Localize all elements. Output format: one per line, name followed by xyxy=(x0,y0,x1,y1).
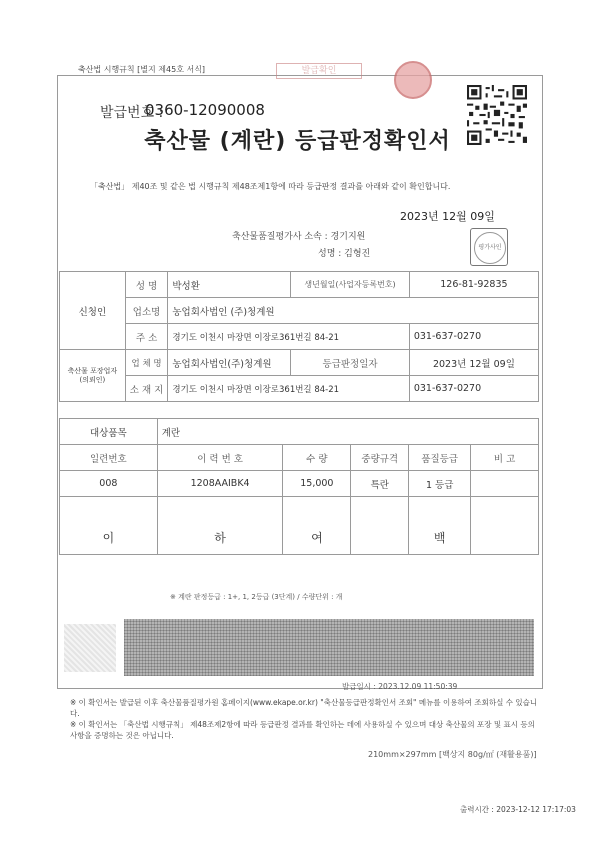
form-reference: 축산법 시행규칙 [별지 제45호 서식] xyxy=(78,65,206,74)
item-label: 대상품목 xyxy=(60,419,158,445)
paper-size-info: 210mm×297mm [백상지 80g/㎡ (재활용품)] xyxy=(368,750,537,759)
table-row xyxy=(60,471,539,497)
grader-seal-icon xyxy=(470,228,508,266)
blank-mark-2: 하 xyxy=(157,497,283,555)
row-weight-spec: 특란 xyxy=(351,471,409,497)
doc-number-label: 발급번호 : xyxy=(100,105,164,121)
foot-note-2: ※ 이 확인서는 「축산법 시행규칙」 제48조제2항에 따라 등급판정 결과를 확인하는 데에 사용하실 수 있으며 대상 축산물의 포장 및 표시 등의 사항을 증명하는 것은 아닙니다. xyxy=(70,720,535,740)
applicant-company: 농업회사법인 (주)청계원 xyxy=(168,298,539,324)
row-trace-no: 1208AAIBK4 xyxy=(157,471,283,497)
blank-mark-1: 이 xyxy=(60,497,158,555)
regno-value: 126-81-92835 xyxy=(409,272,538,298)
row-serial: 008 xyxy=(60,471,158,497)
regno-label: 생년월일(사업자등록번호) xyxy=(291,272,410,298)
company-label: 업소명 xyxy=(125,298,168,324)
packer-company-label: 업 체 명 xyxy=(125,350,168,376)
redacted-barcode xyxy=(124,619,534,676)
redacted-mark xyxy=(64,624,116,672)
issue-stamp: 발급확인 xyxy=(276,63,362,79)
grader-seal-text: 평가사인 xyxy=(474,232,506,264)
col-weight-spec: 중량규격 xyxy=(351,445,409,471)
row-quantity: 15,000 xyxy=(283,471,351,497)
issue-date: 2023년 12월 09일 xyxy=(400,210,495,223)
issuer-name: 성명 : 김형진 xyxy=(318,249,371,259)
grading-date-label: 등급판정일자 xyxy=(291,350,410,376)
foot-notes xyxy=(70,697,540,741)
col-trace-no: 이 력 번 호 xyxy=(157,445,283,471)
issuer-affiliation: 축산물품질평가사 소속 : 경기지원 xyxy=(232,232,366,242)
applicant-section: 신청인 xyxy=(60,272,126,350)
intro-text: 「축산법」 제40조 및 같은 법 시행규칙 제48조제1항에 따라 등급판정 결과를 아래와 같이 확인합니다. xyxy=(90,182,451,191)
packer-phone: 031-637-0270 xyxy=(409,376,538,402)
applicant-name: 박성환 xyxy=(168,272,291,298)
name-label: 성 명 xyxy=(125,272,168,298)
packer-company: 농업회사법인(주)청계원 xyxy=(168,350,291,376)
item-value: 계란 xyxy=(157,419,538,445)
address-label: 주 소 xyxy=(125,324,168,350)
item-table xyxy=(59,418,539,555)
packer-section: 축산물 포장업자 (의뢰인) xyxy=(60,350,126,402)
row-grade: 1 등급 xyxy=(409,471,471,497)
row-remarks xyxy=(471,471,539,497)
col-quantity: 수 량 xyxy=(283,445,351,471)
col-remarks: 비 고 xyxy=(471,445,539,471)
print-time: 출력시간 : 2023-12-12 17:17:03 xyxy=(460,805,576,814)
applicant-table xyxy=(59,271,539,402)
official-seal-icon xyxy=(394,61,432,99)
document-title: 축산물 (계란) 등급판정확인서 xyxy=(144,129,451,154)
blank-mark-4: 백 xyxy=(409,497,471,555)
applicant-address: 경기도 이천시 마장면 이장로361번길 84-21 xyxy=(168,324,409,350)
blank-mark-3: 여 xyxy=(283,497,351,555)
packer-address-label: 소 재 지 xyxy=(125,376,168,402)
applicant-phone: 031-637-0270 xyxy=(409,324,538,350)
col-grade: 품질등급 xyxy=(409,445,471,471)
packer-address: 경기도 이천시 마장면 이장로361번길 84-21 xyxy=(168,376,409,402)
col-serial: 일련번호 xyxy=(60,445,158,471)
grade-footnote: ※ 계란 판정등급 : 1+, 1, 2등급 (3단계) / 수량단위 : 개 xyxy=(170,593,343,601)
grading-date: 2023년 12월 09일 xyxy=(409,350,538,376)
issue-datetime: 발급일시 : 2023.12.09 11:50:39 xyxy=(342,682,458,691)
doc-number: 0360-12090008 xyxy=(145,101,265,119)
foot-note-1: ※ 이 확인서는 발급된 이후 축산물품질평가원 홈페이지(www.ekape.or.kr) "축산물등급판정확인서 조회" 메뉴를 이용하여 조회하실 수 있습니다. xyxy=(70,698,538,718)
